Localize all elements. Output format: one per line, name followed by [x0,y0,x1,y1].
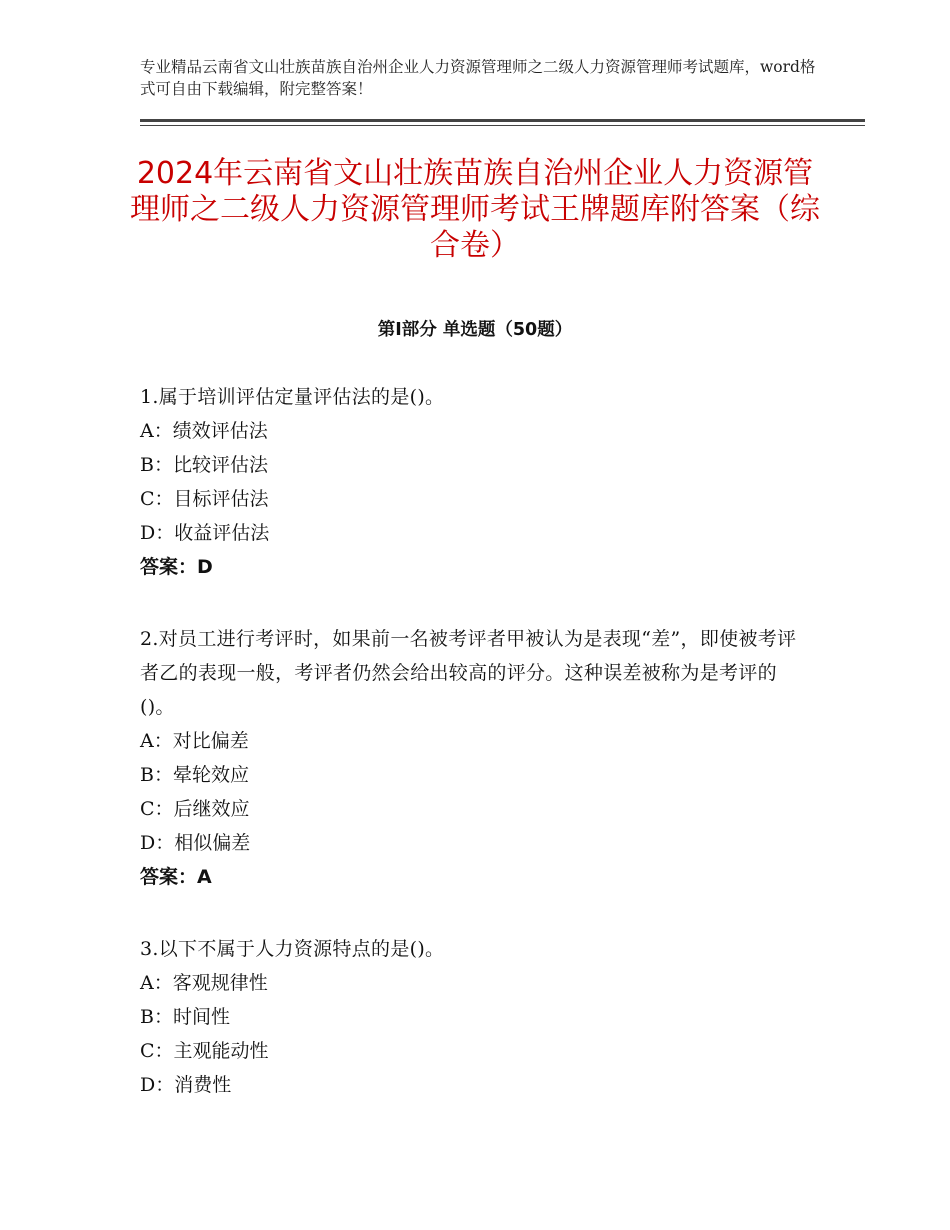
option-c: C：后继效应 [140,798,250,820]
question-list [140,380,800,1102]
question-spacer [140,894,800,932]
option-d: D：相似偏差 [140,832,251,854]
question-spacer [140,584,800,622]
header-divider-thin [140,125,865,126]
header-note: 专业精品云南省文山壮族苗族自治州企业人力资源管理师之二级人力资源管理师考试题库，word格式可自由下载编辑，附完整答案！ [140,58,816,98]
option-b: B：比较评估法 [140,454,268,476]
question-3 [140,932,800,1102]
option-d: D：消费性 [140,1074,232,1096]
option-b: B：晕轮效应 [140,764,249,786]
option-c: C：主观能动性 [140,1040,269,1062]
document-title: 2024年云南省文山壮族苗族自治州企业人力资源管理师之二级人力资源管理师考试王牌题库附答案（综合卷） [130,156,820,263]
answer-line: 答案：D [140,556,213,578]
option-b: B：时间性 [140,1006,230,1028]
question-stem: 2.对员工进行考评时，如果前一名被考评者甲被认为是表现“差”，即使被考评者乙的表现一般，考评者仍然会给出较高的评分。这种误差被称为是考评的()。 [140,628,797,718]
answer-line: 答案：A [140,866,212,888]
question-stem: 1.属于培训评估定量评估法的是()。 [140,386,445,408]
option-a: A：客观规律性 [140,972,268,994]
section-title: 第Ⅰ部分 单选题（50题） [377,320,573,340]
question-1 [140,380,800,584]
option-a: A：对比偏差 [140,730,249,752]
question-stem: 3.以下不属于人力资源特点的是()。 [140,938,445,960]
option-c: C：目标评估法 [140,488,269,510]
question-2 [140,622,800,894]
option-a: A：绩效评估法 [140,420,268,442]
header-divider-thick [140,119,865,122]
option-d: D：收益评估法 [140,522,270,544]
